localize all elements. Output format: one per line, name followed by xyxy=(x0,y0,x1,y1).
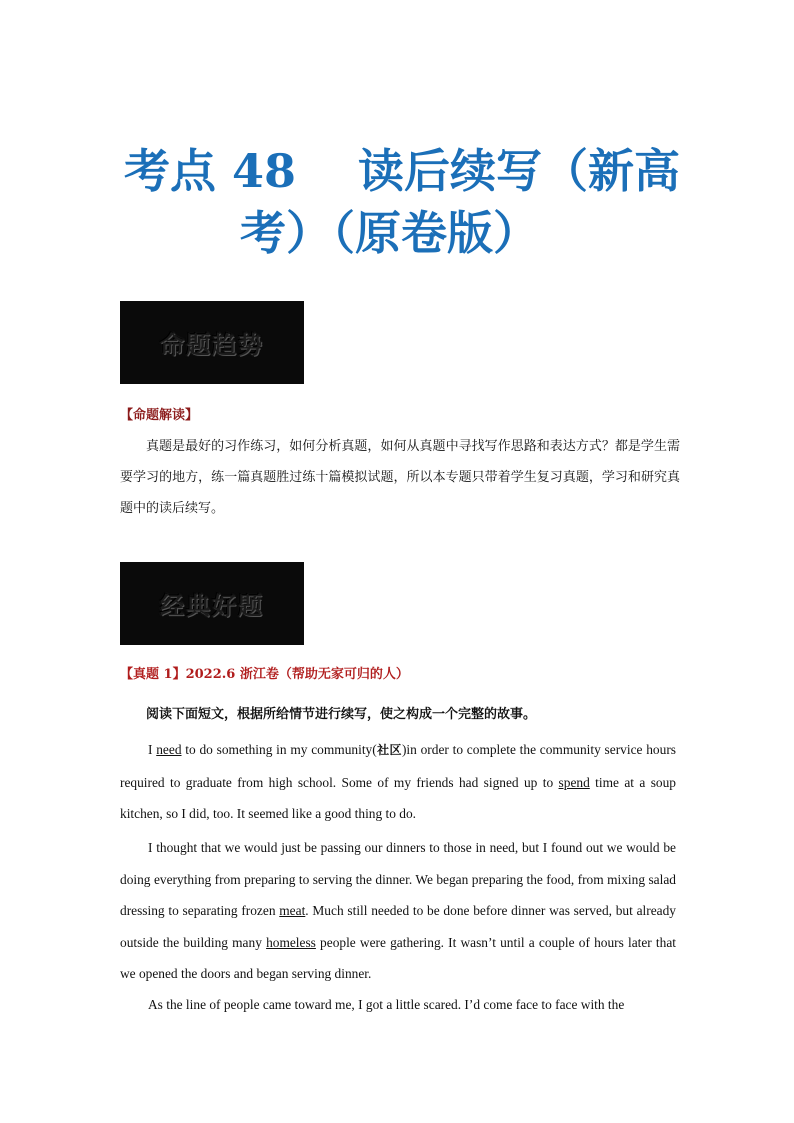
question-label: 【真题 1】2022.6 浙江卷（帮助无家可归的人） xyxy=(120,667,409,682)
intro-label: 【命题解读】 xyxy=(120,408,199,423)
story-paragraph-1: I need to do something in my community(社区)in order to complete the community service hours required to graduate from high school. Some of my friends had signed up to spend time at a soup kitchen, so I did, too. It seemed like a good thing to do. xyxy=(120,742,676,821)
banner-label: 经典好题 xyxy=(160,592,264,620)
section-banner-classic xyxy=(120,562,304,645)
underlined-word: spend xyxy=(558,774,590,790)
question-instruction: 阅读下面短文，根据所给情节进行续写，使之构成一个完整的故事。 xyxy=(146,707,537,722)
story-paragraph-2: I thought that we would just be passing our dinners to those in need, but I found out we would be doing everything from preparing to serving the dinner. We began preparing the food, from mixing salad dressing to separating frozen meat. Much still needed to be done before dinner was served, but already outside the building many homeless people were gathering. It wasn’t until a couple of hours later that we opened the doors and began serving dinner. xyxy=(120,840,676,981)
story-paragraph-3: As the line of people came toward me, I got a little scared. I’d come face to face with the xyxy=(148,997,625,1012)
underlined-word: meat xyxy=(279,903,306,918)
underlined-word: need xyxy=(156,742,182,757)
underlined-word: homeless xyxy=(266,934,316,950)
banner-label: 命题趋势 xyxy=(160,331,264,359)
section-banner-trend xyxy=(120,301,304,384)
intro-paragraph: 真题是最好的习作练习，如何分析真题，如何从真题中寻找写作思路和表达方式？都是学生需要学习的地方，练一篇真题胜过练十篇模拟试题，所以本专题只带着学生复习真题，学习和研究真题中的读后续写。 xyxy=(120,439,680,516)
title-line-2: 考）（原卷版） xyxy=(240,206,539,260)
page-title xyxy=(100,140,694,264)
gloss-term: 社区 xyxy=(376,743,402,757)
title-line-1: 考点 48 读后续写（新高 xyxy=(124,144,681,198)
